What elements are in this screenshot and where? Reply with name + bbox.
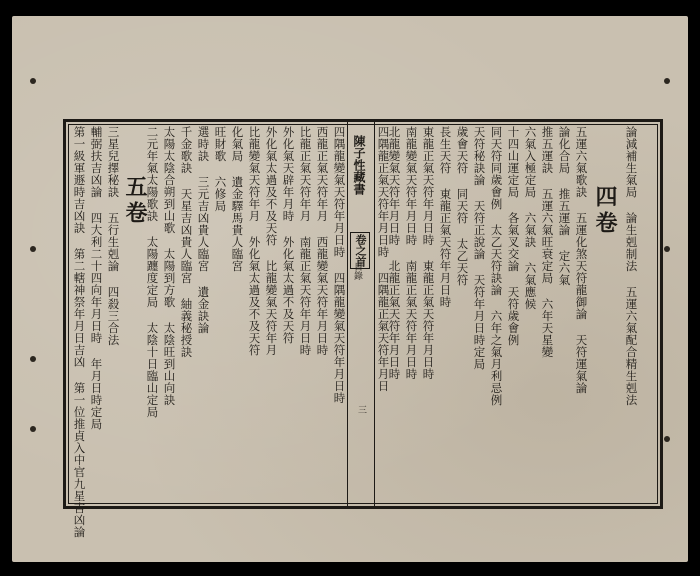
center-book-title: 陳子性藏書 [352,135,366,195]
toc-column: 四隅龍正氣天符年月日時四隅龍正氣天符年月日 [376,126,391,392]
center-volume-label: 卷之首 [350,232,370,269]
toc-column: 推五運訣五運六氣旺衰定局六年天星變 [540,126,555,358]
binding-hole [30,426,36,432]
toc-column: 十四山運定局各氣叉交論天符歲會例 [506,126,521,346]
toc-column: 論化合局推五運論定六氣 [557,126,572,286]
toc-column: 歲會天符同天符太乙天符 [455,126,470,286]
center-page-number: 三 [356,405,366,414]
toc-column: 比龍正氣天符年月南龍正氣天符年月日時 [298,126,313,356]
volume-four-heading: 四卷 [592,185,618,237]
binding-hole [30,78,36,84]
toc-column: 第一級軍遯時吉凶訣第二轄神祭年月日吉凶第一位推貞入中官九星吉凶論 [72,126,87,538]
toc-column: 西龍正氣天符年月西龍變氣天符年月日時 [315,126,330,356]
toc-column: 長生天符東龍正氣天符年月日時 [438,126,453,308]
toc-column: 化氣局遺金驛馬貴人臨宮 [230,126,245,272]
toc-column: 千金歌訣天星吉凶貴人臨宮紬義秘授訣 [179,126,194,358]
toc-column: 三星兒擇秘訣五行生剋論四殺三合法 [106,126,121,346]
binding-hole [664,246,670,252]
toc-column: 論減補生氣局論生剋制法五運六氣配合精生剋法 [624,126,639,406]
toc-column: 六氣入極定局六氣訣六氣應候 [523,126,538,310]
toc-column: 外化氣太過及不及天符比龍變氣天符年月 [264,126,279,356]
toc-column: 天符秘訣論天符正說論天符年月日時定局 [472,126,487,370]
toc-column: 輔弼扶吉凶論四大利二十四向年月日時年月日時定局 [89,126,104,430]
toc-column: 太陽太陰合朔到山歌太陽到方歌太陰旺到山向訣 [162,126,177,406]
toc-column: 比龍變氣天符年月外化氣太過及不及天符 [247,126,262,356]
binding-hole [664,436,670,442]
toc-column: 旺財歌六修局 [213,126,228,212]
toc-column: 北龍變氣天符年月日時北龍正氣天符年月日時 [387,126,402,380]
toc-column: 五運六氣歌訣五運化煞天符龍御論天符運氣論 [574,126,589,394]
toc-column: 四隅龍變氣天符年月日時四隅龍變氣天符年月日時 [332,126,347,404]
toc-column: 東龍正氣天符年月日時東龍正氣天符年月日時 [421,126,436,380]
toc-column: 南龍變氣天符年月日時南龍正氣天符年月日時 [404,126,419,380]
toc-column: 同天符同歲會例太乙天符訣論六年之氣月利忌例 [489,126,504,406]
toc-column: 選時訣三元吉凶貴人臨宮遺金訣論 [196,126,211,334]
binding-hole [30,356,36,362]
toc-column: 外化氣天辟年月時外化氣太過不及天符 [281,126,296,344]
binding-hole [30,246,36,252]
toc-column: 二元年氣太陽歌訣太陽躔度定局太陰十日臨山定局 [145,126,160,418]
volume-five-heading: 五卷 [122,175,148,227]
center-section-label: 目錄 [352,262,362,280]
binding-hole [664,78,670,84]
